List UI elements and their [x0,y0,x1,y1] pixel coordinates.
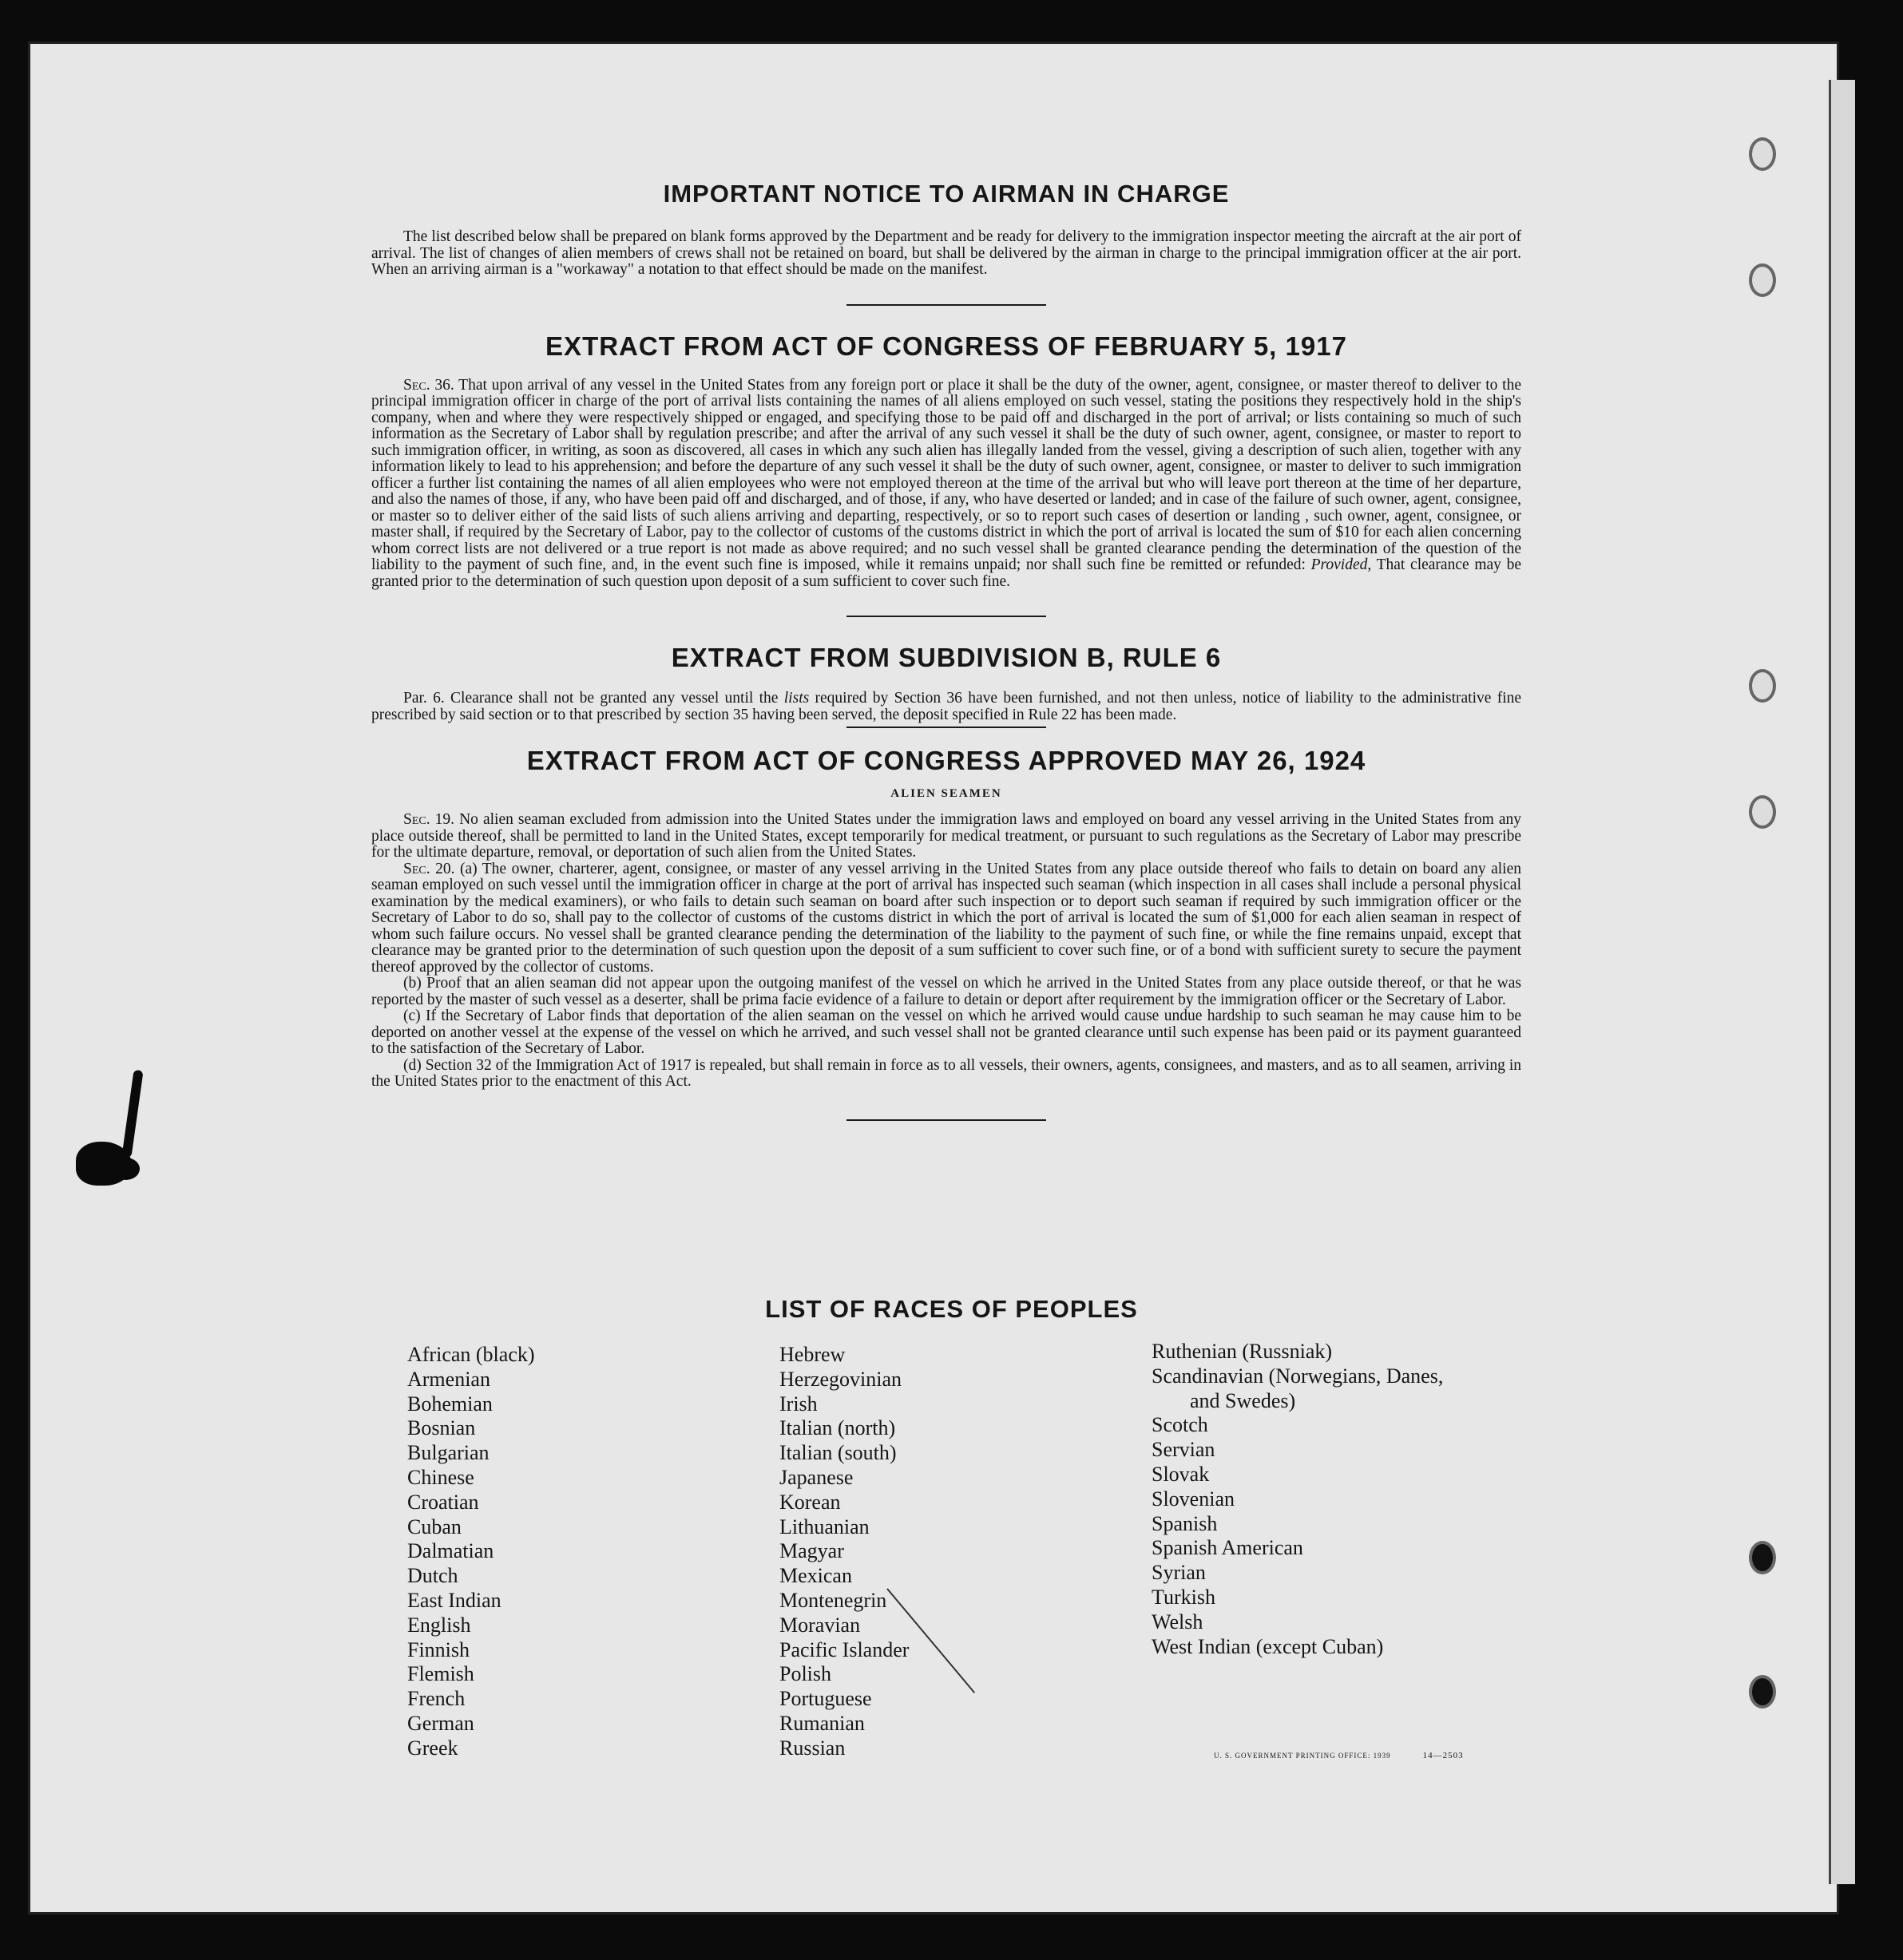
act-1917-text-end: That clearance may be granted prior to the determination of such question upon deposit of a sum sufficient to cover such fine. [371,556,1521,590]
race-item: Slovenian [1152,1487,1235,1511]
form-number: 14—2503 [1422,1751,1464,1760]
race-item: Slovak [1152,1462,1210,1486]
punch-hole [1749,137,1776,171]
page-edge [1829,80,1855,1884]
race-item: Bohemian [407,1392,493,1416]
races-column-3 [1152,1340,1443,1659]
rule-6-body [371,691,1521,723]
ink-blot [112,1158,140,1180]
race-item: Russian [779,1736,846,1760]
race-item: Armenian [407,1367,490,1391]
printer-imprint: U. S. GOVERNMENT PRINTING OFFICE: 1939 [1214,1752,1391,1760]
race-item: Herzegovinian [779,1367,902,1391]
race-item: African (black) [407,1343,535,1366]
race-item: Flemish [407,1662,474,1686]
notice-title: IMPORTANT NOTICE TO AIRMAN IN CHARGE [663,180,1230,208]
race-item: Moravian [779,1613,861,1637]
act-1917-text: That upon arrival of any vessel in the United States from any foreign port or place it shall be the duty of the owner, agent, consignee, or master thereof to deliver to the principal immigration officer in charge of the port of arrival lists containing the names of all aliens employed on such vessel, stating the positions they respectively hold in the ship's company, when and where they were respectively shipped or engaged, and specifying those to be paid off and discharged in the port of arrival; or lists containing so much of such information as the Secretary of Labor shall by regulation prescribe; and after the arrival of any such vessel it shall be the duty of such owner, agent, consignee, or master to report to such immigration officer, in writing, as soon as discovered, all cases in which any such alien has illegally landed from the vessel, giving a description of such alien, together with any information likely to lead to his apprehension; and before the departure of any such vessel it shall be the duty of such owner, agent, consignee, or master to deliver to such immigration officer a further list containing the names of all alien employees who were not employed thereon at the time of the arrival but who will leave port thereon at the time of her departure, and also the names of those, if any, who have been paid off and discharged, and of those, if any, who have deserted or landed; and in case of the failure of such owner, agent, consignee, or master so to deliver either of the said lists of such aliens arriving and departing, respectively, or so to report such cases of desertion or landing , such owner, agent, consignee, or master shall, if required by the Secretary of Labor, pay to the collector of customs of the customs district in which the port of arrival is located the sum of $10 for each alien concerning whom correct lists are not delivered or a true report is not made as above required; and no such vessel shall be granted clearance pending the determination of the question of the liability to the payment of such fine, and, in the event such fine is imposed, while it remains unpaid; nor shall such fine be remitted or refunded: [371,376,1521,573]
race-item: Ruthenian (Russniak) [1152,1340,1333,1363]
sec-19-body [371,812,1521,861]
rule-6-text-b: required by Section 36 have been furnished, and not then unless, notice of liability to the administrative fine prescribed by said section or to that prescribed by section 35 having been served, the deposit specified in Rule 22 has been made. [371,690,1522,723]
race-item: Servian [1152,1438,1215,1462]
footer-imprint [1214,1751,1464,1760]
race-item: Cuban [407,1515,462,1538]
race-item: Magyar [779,1539,844,1563]
race-item: Bosnian [407,1416,476,1440]
sec-19-text: No alien seaman excluded from admission into the United States under the immigration laws and employed on board any vessel arriving in the United States from any place outside thereof, shall be permitted to land in the United States, except temporarily for medical treatment, or pursuant to such regulations as the Secretary of Labor may prescribe for the ultimate departure, removal, or deportation of such alien from the United States. [371,811,1521,861]
race-item: Finnish [407,1637,470,1661]
section-label: Sec. 36. [403,376,454,394]
sec-20a-body [371,861,1521,976]
race-item: Italian (south) [779,1441,897,1465]
race-item: Spanish [1152,1511,1218,1535]
race-item: Italian (north) [779,1416,896,1440]
race-item: Greek [407,1736,458,1760]
race-item: Portuguese [779,1687,872,1711]
race-item: Japanese [779,1465,854,1489]
races-title: LIST OF RACES OF PEOPLES [765,1295,1138,1323]
race-item: Scotch [1152,1413,1208,1437]
race-item: Korean [779,1490,841,1514]
punch-hole [1749,1541,1776,1574]
race-item: Syrian [1152,1561,1206,1585]
sec-20d-body: (d) Section 32 of the Immigration Act of 1917 is repealed, but shall remain in force as to all vessels, their owners, agents, consignees, and masters, and as to all seamen, arriving in the United States prior to the enactment of this Act. [371,1056,1521,1090]
sec-20b-body: (b) Proof that an alien seaman did not appear upon the outgoing manifest of the vessel on which he arrived in the United States from any place outside thereof, or that he was reported by the master of such vessel as a deserter, shall be prima facie evidence of a failure to detain or deport after requirement by the immigration officer or the Secretary of Labor. [371,975,1521,1008]
races-column-2 [779,1343,909,1761]
punch-hole [1749,669,1776,703]
rule-6-text-a: Par. 6. Clearance shall not be granted any vessel until the [403,690,779,707]
act-1917-body [371,378,1521,591]
race-item: Croatian [407,1490,479,1514]
race-item: Pacific Islander [779,1637,910,1661]
races-column-1 [407,1343,535,1761]
race-item: German [407,1711,474,1735]
notice-body: The list described below shall be prepared on blank forms approved by the Department and be ready for delivery to the immigration inspector meeting the aircraft at the air port of arrival. The list of changes of alien members of crews shall not be retained on board, but shall be delivered by the airman in charge to the principal immigration officer at the air port. When an arriving airman is a "workaway" a notation to that effect should be made on the manifest. [371,228,1521,278]
rule-6-title: EXTRACT FROM SUBDIVISION B, RULE 6 [671,643,1222,672]
act-1917-title: EXTRACT FROM ACT OF CONGRESS OF FEBRUARY 5, 1917 [545,331,1347,361]
race-item: Lithuanian [779,1515,870,1538]
provided-term: Provided, [1310,556,1372,573]
punch-hole [1749,263,1776,297]
section-label: Sec. 20. [403,860,455,877]
alien-seamen-subtitle: ALIEN SEAMEN [890,787,1002,800]
race-item: Dalmatian [407,1539,494,1563]
race-item: Chinese [407,1465,474,1489]
race-item: Welsh [1152,1610,1203,1633]
race-item: Bulgarian [407,1441,490,1465]
race-item: West Indian (except Cuban) [1152,1634,1384,1658]
divider [846,1119,1046,1121]
race-item: English [407,1613,471,1637]
sec-20c-body: (c) If the Secretary of Labor finds that deportation of the alien seaman on the vessel on which he arrived would cause undue hardship to such seaman he may cause him to be deported on another vessel at the expense of the vessel on which he arrived, and such vessel shall not be granted clearance until such expense has been paid or its payment guaranteed to the satisfaction of the Secretary of Labor. [371,1008,1521,1057]
race-item: Dutch [407,1564,458,1588]
race-item: Montenegrin [779,1588,887,1612]
punch-hole [1749,1675,1776,1709]
main-content [371,180,1521,1121]
race-item: French [407,1687,466,1711]
act-1924-title: EXTRACT FROM ACT OF CONGRESS APPROVED MAY 26, 1924 [526,746,1366,775]
sec-20a-text: (a) The owner, charterer, agent, consignee, or master of any vessel arriving in the United States from any place outside thereof who fails to detain on board any alien seaman employed on such vessel until the immigration officer in charge at the port of arrival has inspected such seaman (which inspection in all cases shall include a personal physical examination by the medical examiners), or who fails to detain such seaman on board after such inspection or to deport such seaman if required by such immigration officer or the Secretary of Labor to do so, shall pay to the collector of customs of the customs district in which the port of arrival is located the sum of $1,000 for each alien seaman in respect of whom such failure occurs. No vessel shall be granted clearance pending the determination of the liability to the payment of such fine, or while the fine remains unpaid, except that clearance may be granted prior to the determination of such question upon the deposit of a sum sufficient to cover such fine, or of a bond with sufficient surety to secure the payment thereof approved by the collector of customs. [371,860,1521,976]
divider [846,616,1046,617]
race-item: Polish [779,1662,832,1686]
race-item: Scandinavian (Norwegians, Danes, [1152,1364,1444,1388]
race-item: Hebrew [779,1343,846,1366]
section-label: Sec. 19. [403,811,455,828]
divider [846,304,1046,306]
race-item: Rumanian [779,1711,865,1735]
race-item: Spanish American [1152,1536,1303,1560]
race-item: Mexican [779,1564,852,1588]
divider [846,727,1046,728]
race-item: and Swedes) [1190,1388,1296,1412]
race-item: Turkish [1152,1585,1215,1609]
lists-term: lists [783,690,810,707]
race-item: Irish [779,1392,818,1416]
punch-hole [1749,795,1776,829]
race-item: East Indian [407,1588,502,1612]
